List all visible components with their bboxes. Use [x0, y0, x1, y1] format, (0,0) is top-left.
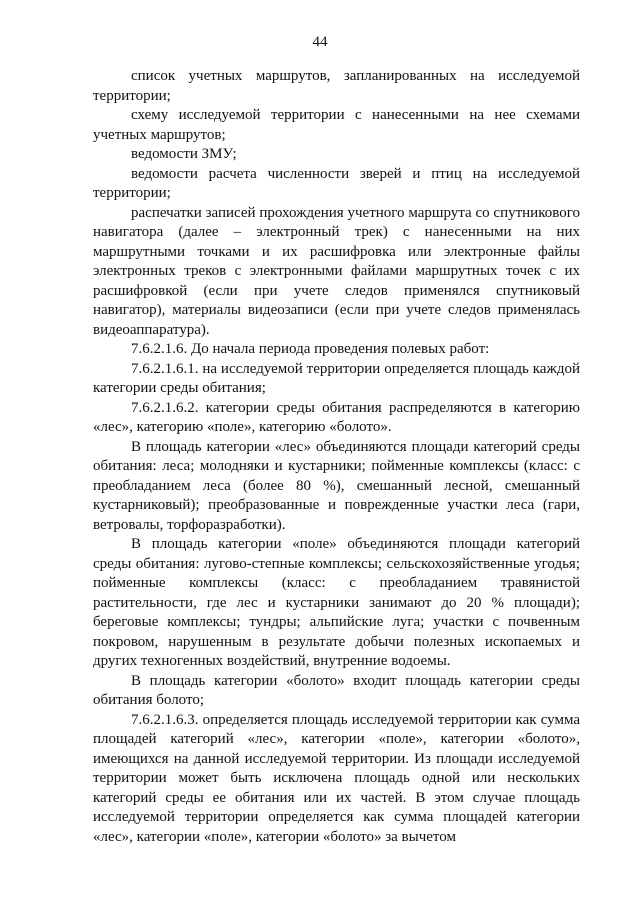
- paragraph-section-7-6-2-1-6: 7.6.2.1.6. До начала периода проведения полевых работ:: [131, 341, 490, 357]
- paragraph-section-7-6-2-1-6-3: 7.6.2.1.6.3. определяется площадь исследуемой территории как сумма площадей категорий «лес», категории «поле», категории «болото», имеющихся на данной исследуемой территории. Из площади исследуемой территории может быть исключена площадь одной или нескольких категорий среды ее обитания или их частей. В этом случае площадь исследуемой территории определяется как сумма площадей категории «лес», категории «поле», категории «болото» за вычетом: [93, 711, 580, 845]
- paragraph-territory-scheme: схему исследуемой территории с нанесенными на нее схемами учетных маршрутов;: [93, 107, 580, 143]
- paragraph-section-7-6-2-1-6-2: 7.6.2.1.6.2. категории среды обитания распределяются в категорию «лес», категорию «поле», категорию «болото».: [93, 399, 580, 435]
- document-body: [93, 67, 580, 847]
- page-number: 44: [312, 34, 328, 50]
- paragraph-route-list: список учетных маршрутов, запланированных на исследуемой территории;: [93, 68, 580, 104]
- paragraph-field-category: В площадь категории «поле» объединяются площади категорий среды обитания: лугово-степные комплексы; сельскохозяйственные угодья; пойменные комплексы (класс: с преобладанием травянистой растительности, где лес и кустарники занимают до 20 % площади); береговые комплексы; тундры; альпийские луга; участки с почвенным покровом, нарушенным в результате добычи полезных ископаемых и других техногенных воздействий, внутренние водоемы.: [93, 536, 580, 669]
- paragraph-section-7-6-2-1-6-1: 7.6.2.1.6.1. на исследуемой территории определяется площадь каждой категории среды обитания;: [93, 360, 580, 396]
- paragraph-forest-category: В площадь категории «лес» объединяются площади категорий среды обитания: леса; молодняки и кустарники; пойменные комплексы (класс: с преобладанием леса (более 80 %), смешанный лесной, смешанный кустарниковый); преобразованные и поврежденные участки леса (гари, ветровалы, торфоразработки).: [93, 438, 580, 533]
- paragraph-zmu-sheets: ведомости ЗМУ;: [131, 146, 237, 162]
- paragraph-population-sheets: ведомости расчета численности зверей и птиц на исследуемой территории;: [93, 165, 580, 201]
- paragraph-gps-printouts: распечатки записей прохождения учетного маршрута со спутникового навигатора (далее – электронный трек) с нанесенными на них маршрутными точками и их расшифровка или электронные файлы электронных треков с электронными файлами маршрутных точек с их расшифровкой (если при учете следов применялся спутниковый навигатор), материалы видеозаписи (если при учете следов применялась видеоаппаратура).: [93, 204, 580, 338]
- paragraph-swamp-category: В площадь категории «болото» входит площадь категории среды обитания болото;: [93, 672, 580, 708]
